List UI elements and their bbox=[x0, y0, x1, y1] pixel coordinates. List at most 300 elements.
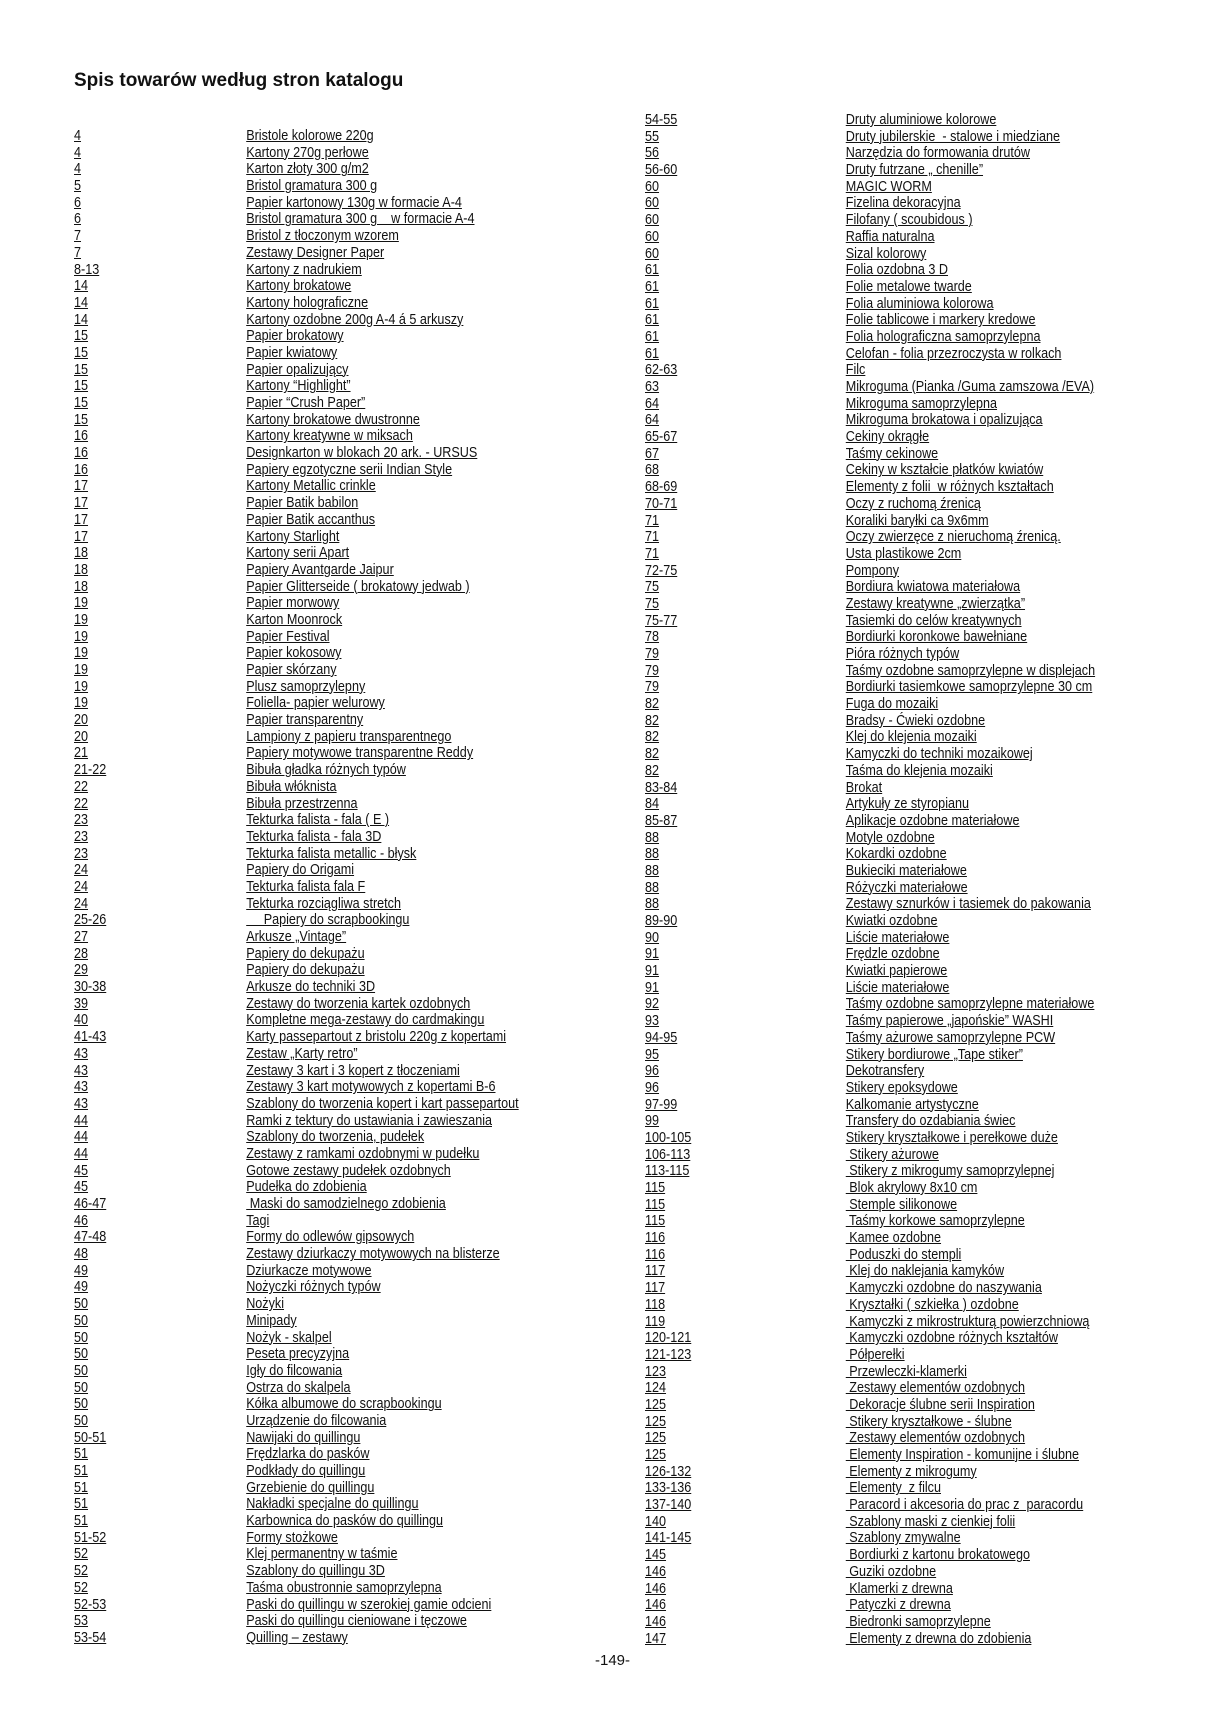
product-name: Dziurkacze motywowe bbox=[246, 1261, 372, 1279]
product-name: Stikery kryształkowe i perełkowe duże bbox=[845, 1128, 1058, 1146]
product-name: Pudełka do zdobienia bbox=[246, 1178, 367, 1196]
product-name: Papiery do scrapbookingu bbox=[246, 911, 410, 929]
page-ref: 40 bbox=[74, 1011, 89, 1029]
product-name: Papiery do dekupażu bbox=[246, 944, 365, 962]
page-ref: 64 bbox=[645, 411, 660, 429]
product-name: Tekturka falista fala F bbox=[246, 877, 366, 895]
product-name: Papier kwiatowy bbox=[246, 343, 338, 361]
product-name: Nożyczki różnych typów bbox=[246, 1278, 381, 1296]
page-ref: 61 bbox=[645, 311, 660, 329]
page-ref: 24 bbox=[74, 894, 89, 912]
page-ref: 60 bbox=[645, 211, 660, 229]
product-name: Folie metalowe twarde bbox=[845, 277, 972, 295]
product-name: Szablony do tworzenia kopert i kart passepartout bbox=[246, 1094, 519, 1112]
product-name: Papiery do Origami bbox=[246, 861, 355, 879]
product-name: Liście materiałowe bbox=[845, 928, 950, 946]
product-name: Druty futrzane „ chenille” bbox=[845, 161, 984, 179]
product-name: Papier transparentny bbox=[246, 711, 364, 729]
product-name: Stikery bordiurowe „Tape stiker” bbox=[845, 1045, 1023, 1063]
product-name: Zestawy Designer Paper bbox=[246, 243, 385, 261]
page-ref: 8-13 bbox=[74, 260, 100, 278]
product-name: Papier brokatowy bbox=[246, 327, 344, 345]
product-name: Karbownica do pasków do quillingu bbox=[246, 1512, 444, 1530]
page-ref: 61 bbox=[645, 294, 660, 312]
product-name: Kółka albumowe do scrapbookingu bbox=[246, 1395, 442, 1413]
page-ref: 137-140 bbox=[645, 1496, 692, 1514]
page-ref: 115 bbox=[645, 1179, 666, 1196]
page-ref: 51 bbox=[74, 1512, 89, 1530]
page-ref: 82 bbox=[645, 761, 660, 779]
page-ref: 19 bbox=[74, 694, 89, 712]
page-ref: 140 bbox=[645, 1512, 667, 1530]
product-name: Kartony “Highlight” bbox=[246, 377, 351, 395]
product-name: Transfery do ozdabiania świec bbox=[845, 1112, 1016, 1130]
product-name: Klej do klejenia mozaiki bbox=[845, 728, 977, 746]
product-name: Folia ozdobna 3 D bbox=[845, 261, 949, 279]
page-ref: 47-48 bbox=[74, 1228, 107, 1246]
page-ref: 22 bbox=[74, 794, 89, 812]
page-ref: 106-113 bbox=[645, 1145, 691, 1163]
product-name: Kartony 270g perłowe bbox=[246, 143, 369, 161]
product-name: Bibuła gładka różnych typów bbox=[246, 761, 406, 779]
product-name: Kartony Starlight bbox=[246, 527, 340, 545]
product-name: Elementy z drewna do zdobienia bbox=[845, 1629, 1032, 1647]
page-ref: 96 bbox=[645, 1078, 660, 1096]
product-name: Foliella- papier welurowy bbox=[246, 694, 385, 712]
page-ref: 68 bbox=[645, 461, 660, 479]
page-ref: 100-105 bbox=[645, 1128, 692, 1146]
page-ref: 68-69 bbox=[645, 478, 678, 496]
product-name: Papier kokosowy bbox=[246, 644, 342, 662]
product-name: Oczy zwierzęce z nieruchomą źrenicą. bbox=[845, 528, 1061, 546]
page-ref: 17 bbox=[74, 527, 89, 545]
page-ref: 146 bbox=[645, 1612, 667, 1630]
product-name: Papier Batik babilon bbox=[246, 494, 359, 512]
product-name: Patyczki z drewna bbox=[845, 1596, 951, 1614]
product-name: Urządzenie do filcowania bbox=[246, 1411, 387, 1429]
product-name: Pióra różnych typów bbox=[845, 645, 960, 662]
product-name: Papier skórzany bbox=[246, 661, 337, 678]
page-ref: 146 bbox=[645, 1579, 667, 1597]
page-ref: 51-52 bbox=[74, 1528, 107, 1546]
page-ref: 45 bbox=[74, 1178, 89, 1196]
product-name: Ostrza do skalpela bbox=[246, 1378, 351, 1396]
page-ref: 121-123 bbox=[645, 1345, 692, 1363]
product-name: Elementy z filcu bbox=[845, 1479, 941, 1497]
product-name: Grzebienie do quillingu bbox=[246, 1478, 375, 1496]
product-name: Biedronki samoprzylepne bbox=[845, 1612, 991, 1630]
product-name: Papier opalizujący bbox=[246, 360, 349, 378]
product-name: Papier Glitterseide ( brokatowy jedwab ) bbox=[246, 577, 470, 595]
page-ref: 133-136 bbox=[645, 1479, 692, 1497]
product-name: Nożyk - skalpel bbox=[246, 1328, 332, 1346]
page-ref: 120-121 bbox=[645, 1329, 692, 1347]
page-ref: 17 bbox=[74, 510, 89, 528]
page-ref: 18 bbox=[74, 544, 89, 562]
product-name: Frędzlarka do pasków bbox=[246, 1445, 370, 1463]
product-name: Maski do samodzielnego zdobienia bbox=[246, 1195, 446, 1212]
page-ref: 5 bbox=[74, 177, 82, 195]
page-ref: 147 bbox=[645, 1629, 667, 1647]
product-name: Paracord i akcesoria do prac z paracordu bbox=[845, 1496, 1084, 1514]
product-name: Bukieciki materiałowe bbox=[845, 861, 967, 879]
page-ref: 16 bbox=[74, 460, 89, 478]
product-name: Raffia naturalna bbox=[845, 227, 935, 245]
product-name: Zestawy do tworzenia kartek ozdobnych bbox=[246, 994, 471, 1012]
page-ref: 79 bbox=[645, 661, 660, 679]
page-ref: 146 bbox=[645, 1562, 667, 1580]
product-name: Druty aluminiowe kolorowe bbox=[845, 111, 997, 128]
product-name: Aplikacje ozdobne materiałowe bbox=[845, 811, 1020, 829]
page-ref: 20 bbox=[74, 727, 89, 745]
product-name: Karty passepartout z bristolu 220g z kopertami bbox=[246, 1028, 507, 1046]
page-ref: 79 bbox=[645, 678, 660, 696]
page-ref: 64 bbox=[645, 394, 660, 412]
page-ref: 50 bbox=[74, 1295, 89, 1313]
product-name: Usta plastikowe 2cm bbox=[845, 544, 962, 562]
page-ref: 15 bbox=[74, 394, 89, 411]
page-ref: 53-54 bbox=[74, 1628, 107, 1646]
page-ref: 62-63 bbox=[645, 361, 678, 379]
page-ref: 83-84 bbox=[645, 778, 678, 796]
page-ref: 94-95 bbox=[645, 1028, 678, 1046]
product-name: Kamyczki ozdobne różnych kształtów bbox=[845, 1329, 1058, 1347]
page-ref: 91 bbox=[645, 945, 660, 963]
page-ref: 125 bbox=[645, 1395, 667, 1413]
product-name: Podkłady do quillingu bbox=[246, 1462, 366, 1479]
product-name: MAGIC WORM bbox=[845, 177, 932, 195]
page-ref: 95 bbox=[645, 1045, 660, 1063]
page-ref: 82 bbox=[645, 745, 660, 763]
page-ref: 119 bbox=[645, 1312, 666, 1330]
page-ref: 141-145 bbox=[645, 1529, 692, 1547]
page-ref: 89-90 bbox=[645, 912, 678, 929]
product-name: Cekiny w kształcie płatków kwiatów bbox=[845, 461, 1044, 479]
product-name: Bordiurki z kartonu brokatowego bbox=[845, 1546, 1030, 1564]
product-name: Papier “Crush Paper” bbox=[246, 394, 366, 411]
page-ref: 88 bbox=[645, 828, 660, 846]
product-name: Bristole kolorowe 220g bbox=[246, 127, 374, 144]
page-ref: 23 bbox=[74, 827, 89, 845]
page-ref: 82 bbox=[645, 695, 660, 713]
product-name: Koraliki baryłki ca 9x6mm bbox=[845, 511, 989, 529]
page-ref: 51 bbox=[74, 1462, 89, 1479]
product-name: Taśmy korkowe samoprzylepne bbox=[845, 1212, 1025, 1230]
product-name: Arkusze „Vintage” bbox=[246, 928, 347, 945]
page-ref: 91 bbox=[645, 978, 660, 996]
page-ref: 53 bbox=[74, 1612, 89, 1630]
page-ref: 70-71 bbox=[645, 494, 678, 512]
page-ref: 67 bbox=[645, 444, 660, 462]
page-ref: 46-47 bbox=[74, 1195, 107, 1212]
page-ref: 75-77 bbox=[645, 611, 678, 629]
page-ref: 23 bbox=[74, 811, 89, 829]
product-name: Stikery z mikrogumy samoprzylepnej bbox=[845, 1162, 1055, 1180]
page-ref: 60 bbox=[645, 177, 660, 195]
page-ref: 115 bbox=[645, 1212, 666, 1230]
page-ref: 82 bbox=[645, 711, 660, 729]
product-name: Elementy Inspiration - komunijne i ślubne bbox=[845, 1446, 1079, 1463]
product-name: Kompletne mega-zestawy do cardmakingu bbox=[246, 1011, 485, 1029]
page-ref: 16 bbox=[74, 444, 89, 462]
product-name: Oczy z ruchomą źrenicą bbox=[845, 494, 981, 512]
product-name: Kwiatki papierowe bbox=[845, 962, 948, 980]
page-ref: 17 bbox=[74, 477, 89, 495]
page-ref: 116 bbox=[645, 1245, 666, 1263]
product-name: Poduszki do stempli bbox=[845, 1245, 962, 1263]
product-name: Bradsy - Ćwieki ozdobne bbox=[845, 711, 986, 729]
product-name: Gotowe zestawy pudełek ozdobnych bbox=[246, 1161, 451, 1179]
product-name: Paski do quillingu cieniowane i tęczowe bbox=[246, 1612, 467, 1630]
product-name: Tagi bbox=[246, 1211, 270, 1229]
product-name: Zestawy kreatywne „zwierzątka” bbox=[845, 594, 1026, 612]
page-ref: 24 bbox=[74, 877, 89, 895]
product-name: Arkusze do techniki 3D bbox=[246, 978, 376, 996]
page-ref: 93 bbox=[645, 1012, 660, 1030]
product-name: Ramki z tektury do ustawiania i zawieszania bbox=[246, 1111, 493, 1129]
product-name: Kamee ozdobne bbox=[845, 1229, 942, 1247]
page-ref: 23 bbox=[74, 844, 89, 862]
product-name: Tekturka falista - fala ( E ) bbox=[246, 811, 390, 829]
product-name: Tekturka falista metallic - błysk bbox=[246, 844, 417, 862]
page-ref: 52 bbox=[74, 1545, 89, 1563]
product-name: Karton Moonrock bbox=[246, 610, 343, 628]
page-ref: 44 bbox=[74, 1128, 89, 1146]
page-ref: 88 bbox=[645, 861, 660, 879]
product-name: Zestawy z ramkami ozdobnymi w pudełku bbox=[246, 1144, 480, 1162]
page-ref: 39 bbox=[74, 994, 89, 1012]
page-ref: 27 bbox=[74, 928, 89, 945]
product-name: Taśma obustronnie samoprzylepna bbox=[246, 1578, 442, 1596]
product-name: Taśmy ażurowe samoprzylepne PCW bbox=[845, 1028, 1056, 1046]
product-name: Zestaw „Karty retro” bbox=[246, 1044, 358, 1062]
page-ref: 118 bbox=[645, 1295, 666, 1313]
page-ref: 44 bbox=[74, 1144, 89, 1162]
product-name: Mikroguma samoprzylepna bbox=[845, 394, 998, 412]
product-name: Guziki ozdobne bbox=[845, 1562, 937, 1580]
product-name: Kartony Metallic crinkle bbox=[246, 477, 376, 495]
product-name: Pompony bbox=[845, 561, 899, 579]
page-ref: 4 bbox=[74, 127, 82, 144]
page-ref: 50-51 bbox=[74, 1428, 107, 1446]
product-name: Bristol gramatura 300 g w formacie A-4 bbox=[246, 210, 475, 228]
page-ref: 16 bbox=[74, 427, 89, 445]
page-ref: 92 bbox=[645, 995, 660, 1013]
page-ref: 19 bbox=[74, 627, 89, 645]
product-name: Designkarton w blokach 20 ark. - URSUS bbox=[246, 444, 478, 462]
product-name: Szablony do quillingu 3D bbox=[246, 1562, 385, 1580]
product-name: Folia aluminiowa kolorowa bbox=[845, 294, 994, 312]
product-name: Kryształki ( szkiełka ) ozdobne bbox=[845, 1295, 1019, 1313]
page-ref: 45 bbox=[74, 1161, 89, 1179]
product-name: Stikery kryształkowe - ślubne bbox=[845, 1412, 1012, 1430]
page-ref: 56-60 bbox=[645, 161, 678, 179]
page-ref: 51 bbox=[74, 1445, 89, 1463]
product-name: Blok akrylowy 8x10 cm bbox=[845, 1179, 978, 1196]
page-ref: 50 bbox=[74, 1361, 89, 1379]
page-ref: 18 bbox=[74, 560, 89, 578]
product-name: Taśmy ozdobne samoprzylepne w displejach bbox=[845, 661, 1096, 679]
product-name: Kartony serii Apart bbox=[246, 544, 350, 562]
product-name: Bordiurki koronkowe bawełniane bbox=[845, 628, 1028, 646]
product-name: Liście materiałowe bbox=[845, 978, 950, 996]
page-ref: 55 bbox=[645, 127, 660, 145]
page-ref: 52 bbox=[74, 1578, 89, 1596]
page-ref: 19 bbox=[74, 610, 89, 628]
product-name: Kartony holograficzne bbox=[246, 293, 369, 311]
page-ref: 60 bbox=[645, 244, 660, 262]
page-ref: 117 bbox=[645, 1279, 666, 1297]
product-name: Różyczki materiałowe bbox=[845, 878, 968, 896]
product-name: Mikroguma brokatowa i opalizująca bbox=[845, 411, 1043, 429]
page-ref: 21-22 bbox=[74, 761, 107, 779]
product-name: Papier morwowy bbox=[246, 594, 340, 612]
product-name: Formy do odlewów gipsowych bbox=[246, 1228, 415, 1246]
product-name: Formy stożkowe bbox=[246, 1528, 338, 1546]
page-ref: 14 bbox=[74, 277, 89, 295]
product-name: Papiery motywowe transparentne Reddy bbox=[246, 744, 474, 762]
product-name: Szablony maski z cienkiej folii bbox=[845, 1512, 1016, 1530]
page-ref: 72-75 bbox=[645, 561, 678, 579]
page-ref: 48 bbox=[74, 1245, 89, 1263]
page-ref: 25-26 bbox=[74, 911, 107, 929]
product-name: Celofan - folia przezroczysta w rolkach bbox=[845, 344, 1062, 362]
product-name: Elementy z folii w różnych kształtach bbox=[845, 478, 1054, 496]
page-ref: 19 bbox=[74, 644, 89, 662]
page-ref: 71 bbox=[645, 544, 660, 562]
product-name: Dekotransfery bbox=[845, 1062, 925, 1080]
product-name: Plusz samoprzylepny bbox=[246, 677, 366, 695]
page-ref: 71 bbox=[645, 528, 660, 546]
page-ref: 79 bbox=[645, 645, 660, 662]
product-name: Kamyczki z mikrostrukturą powierzchniową bbox=[845, 1312, 1090, 1330]
page-ref: 63 bbox=[645, 378, 660, 395]
product-name: Elementy z mikrogumy bbox=[845, 1462, 977, 1480]
page-ref: 50 bbox=[74, 1411, 89, 1429]
page-ref: 4 bbox=[74, 143, 82, 161]
page-ref: 124 bbox=[645, 1379, 667, 1397]
product-name: Bibuła przestrzenna bbox=[246, 794, 358, 812]
product-name: Taśma do klejenia mozaiki bbox=[845, 761, 993, 779]
product-name: Brokat bbox=[845, 778, 883, 796]
product-name: Papier kartonowy 130g w formacie A-4 bbox=[246, 193, 462, 211]
page-ref: 44 bbox=[74, 1111, 89, 1129]
product-name: Kartony ozdobne 200g A-4 á 5 arkuszy bbox=[246, 310, 464, 328]
page-ref: 18 bbox=[74, 577, 89, 595]
page-ref: 7 bbox=[74, 227, 82, 245]
product-name: Taśmy papierowe „japońskie” WASHI bbox=[845, 1012, 1054, 1030]
page-ref: 96 bbox=[645, 1062, 660, 1080]
page-ref: 15 bbox=[74, 360, 89, 378]
product-name: Stikery epoksydowe bbox=[845, 1078, 958, 1096]
product-name: Przewleczki-klamerki bbox=[845, 1362, 967, 1380]
page-ref: 52-53 bbox=[74, 1595, 107, 1613]
page-ref: 52 bbox=[74, 1562, 89, 1580]
product-name: Kamyczki do techniki mozaikowej bbox=[845, 745, 1033, 763]
page-ref: 113-115 bbox=[645, 1162, 690, 1180]
product-name: Zestawy sznurków i tasiemek do pakowania bbox=[845, 895, 1091, 913]
page-ref: 78 bbox=[645, 628, 660, 646]
product-name: Tekturka rozciągliwa stretch bbox=[246, 894, 401, 912]
product-name: Stemple silikonowe bbox=[845, 1195, 958, 1213]
page-ref: 88 bbox=[645, 895, 660, 913]
product-name: Lampiony z papieru transparentnego bbox=[246, 727, 452, 745]
page-ref: 51 bbox=[74, 1478, 89, 1496]
product-name: Kartony kreatywne w miksach bbox=[246, 427, 413, 445]
page-ref: 126-132 bbox=[645, 1462, 692, 1480]
page-ref: 60 bbox=[645, 194, 660, 212]
product-name: Papiery do dekupażu bbox=[246, 961, 365, 979]
page-ref: 15 bbox=[74, 410, 89, 428]
product-name: Kartony brokatowe bbox=[246, 277, 352, 295]
product-name: Zestawy 3 kart motywowych z kopertami B-6 bbox=[246, 1078, 496, 1096]
product-name: Szablony do tworzenia, pudełek bbox=[246, 1128, 425, 1146]
product-name: Taśmy cekinowe bbox=[845, 444, 939, 462]
page-ref: 50 bbox=[74, 1328, 89, 1346]
page-ref: 146 bbox=[645, 1596, 667, 1614]
product-name: Motyle ozdobne bbox=[845, 828, 935, 846]
product-name: Minipady bbox=[246, 1311, 297, 1329]
page-ref: 4 bbox=[74, 160, 82, 178]
product-name: Druty jubilerskie - stalowe i miedziane bbox=[845, 127, 1061, 145]
page-ref: 84 bbox=[645, 795, 660, 813]
product-name: Folie tablicowe i markery kredowe bbox=[845, 311, 1036, 329]
product-name: Kamyczki ozdobne do naszywania bbox=[845, 1279, 1042, 1297]
product-name: Paski do quillingu w szerokiej gamie odcieni bbox=[246, 1595, 492, 1613]
product-name: Papier Festival bbox=[246, 627, 330, 645]
page-ref: 43 bbox=[74, 1078, 89, 1096]
page-ref: 88 bbox=[645, 845, 660, 863]
product-name: Fuga do mozaiki bbox=[845, 695, 939, 713]
product-name: Bordiura kwiatowa materiałowa bbox=[845, 578, 1021, 596]
page-ref: 125 bbox=[645, 1412, 667, 1430]
page-ref: 21 bbox=[74, 744, 89, 762]
product-name: Klamerki z drewna bbox=[845, 1579, 953, 1597]
product-name: Nożyki bbox=[246, 1295, 285, 1313]
page-ref: 145 bbox=[645, 1546, 667, 1564]
page-ref: 75 bbox=[645, 578, 660, 596]
product-name: Karton złoty 300 g/m2 bbox=[246, 160, 369, 178]
page-ref: 14 bbox=[74, 310, 89, 328]
page-ref: 28 bbox=[74, 944, 89, 962]
page-ref: 61 bbox=[645, 327, 660, 345]
page-ref: 75 bbox=[645, 594, 660, 612]
page-ref: 56 bbox=[645, 144, 660, 162]
page-ref: 60 bbox=[645, 227, 660, 245]
product-name: Narzędzia do formowania drutów bbox=[845, 144, 1030, 162]
page-ref: 61 bbox=[645, 261, 660, 279]
product-name: Zestawy dziurkaczy motywowych na blisterze bbox=[246, 1245, 500, 1263]
product-name: Frędzle ozdobne bbox=[845, 945, 940, 963]
product-name: Tasiemki do celów kreatywnych bbox=[845, 611, 1022, 629]
page-ref: 125 bbox=[645, 1429, 667, 1447]
product-name: Quilling – zestawy bbox=[246, 1628, 348, 1646]
product-name: Papier Batik accanthus bbox=[246, 510, 376, 528]
product-name: Artykuły ze styropianu bbox=[845, 795, 970, 813]
page-ref: 15 bbox=[74, 327, 89, 345]
product-name: Zestawy elementów ozdobnych bbox=[845, 1379, 1026, 1397]
page-ref: 20 bbox=[74, 711, 89, 729]
page-ref: 43 bbox=[74, 1044, 89, 1062]
product-name: Kokardki ozdobne bbox=[845, 845, 947, 863]
page-ref: 19 bbox=[74, 594, 89, 612]
product-name: Klej permanentny w taśmie bbox=[246, 1545, 398, 1563]
page-ref: 97-99 bbox=[645, 1095, 678, 1113]
product-name: Nawijaki do quillingu bbox=[246, 1428, 361, 1446]
product-name: Zestawy 3 kart i 3 kopert z tłoczeniami bbox=[246, 1061, 460, 1079]
page-ref: 30-38 bbox=[74, 978, 107, 996]
page-ref: 54-55 bbox=[645, 111, 678, 128]
